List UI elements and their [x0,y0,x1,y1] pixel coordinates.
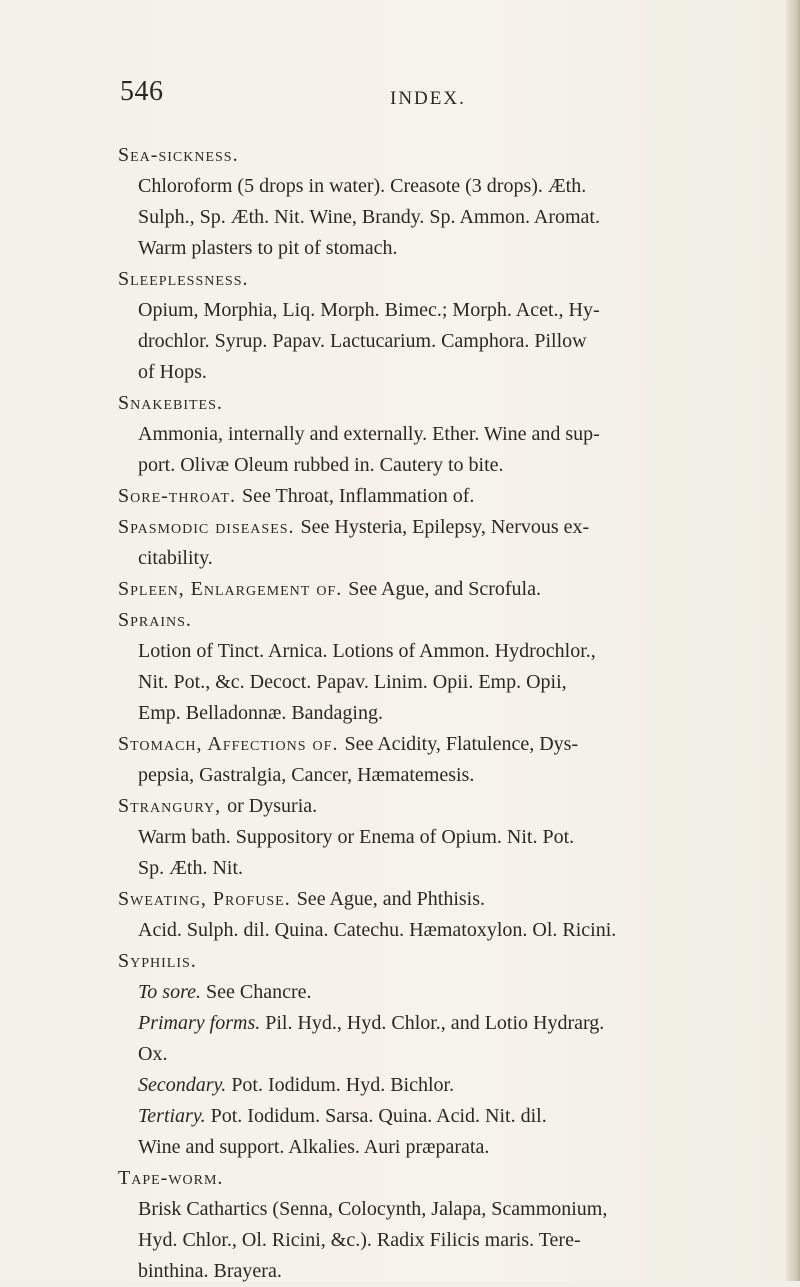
entry-see-reference: See Ague, and Phthisis. [296,888,486,910]
entry-subline [118,1132,778,1163]
page-number: 546 [120,76,164,107]
subentry-label: Primary forms. [138,1012,261,1034]
entry-heading: Sleeplessness. [118,268,249,290]
subentry-label: Secondary. [138,1074,227,1096]
index-entry [118,1163,778,1287]
entry-subline [118,1039,778,1070]
entry-heading [118,574,778,605]
entry-line: Ammonia, internally and externally. Ether. Wine and sup- [138,423,600,445]
entry-heading [118,481,778,512]
entry-line: Emp. Belladonnæ. Bandaging. [138,702,383,724]
entry-heading-text: Spasmodic diseases. [118,516,295,538]
subentry-text: Pil. Hyd., Hyd. Chlor., and Lotio Hydrarg. [265,1012,605,1034]
entry-line: Nit. Pot., &c. Decoct. Papav. Linim. Opii. Emp. Opii, [138,671,567,693]
entry-line: Hyd. Chlor., Ol. Ricini, &c.). Radix Filicis maris. Tere- [138,1229,581,1251]
index-entry [118,264,778,388]
entry-line: pepsia, Gastralgia, Cancer, Hæmatemesis. [138,764,475,786]
entry-line: Sp. Æth. Nit. [138,857,244,879]
entry-heading: Sea-sickness. [118,144,239,166]
entry-heading: Tape-worm. [118,1167,224,1189]
index-entry [118,791,778,884]
entry-line: Acid. Sulph. dil. Quina. Catechu. Hæmatoxylon. Ol. Ricini. [138,919,617,941]
index-entry [118,512,778,574]
entry-line: Opium, Morphia, Liq. Morph. Bimec.; Morph. Acet., Hy- [138,299,600,321]
entry-heading-text: Spleen, Enlargement of. [118,578,343,600]
index-entry [118,388,778,481]
entry-heading-text: Stomach, Affections of. [118,733,339,755]
subentry-text: See Chancre. [206,981,312,1003]
entry-line: drochlor. Syrup. Papav. Lactucarium. Camphora. Pillow [138,330,587,352]
entry-see-reference: See Throat, Inflammation of. [242,485,475,507]
index-entries [118,140,778,1287]
entry-heading [118,884,778,915]
entry-line: Warm plasters to pit of stomach. [138,237,398,259]
entry-line: Chloroform (5 drops in water). Creasote (3 drops). Æth. [138,175,587,197]
entry-subline [118,1101,778,1132]
entry-heading [118,512,778,543]
subentry-text: Ox. [138,1043,168,1065]
entry-see-reference: See Acidity, Flatulence, Dys- [344,733,579,755]
entry-line: Brisk Cathartics (Senna, Colocynth, Jalapa, Scammonium, [138,1198,608,1220]
entry-see-reference: or Dysuria. [227,795,318,817]
index-entry [118,946,778,1163]
entry-heading [118,791,778,822]
entry-heading [118,729,778,760]
subentry-label: Tertiary. [138,1105,206,1127]
entry-heading-text: Sweating, Profuse. [118,888,291,910]
entry-line: of Hops. [138,361,207,383]
index-entry [118,140,778,264]
entry-line: binthina. Brayera. [138,1260,282,1282]
entry-heading-text: Sore-throat. [118,485,237,507]
entry-see-reference: See Ague, and Scrofula. [348,578,541,600]
entry-line: port. Olivæ Oleum rubbed in. Cautery to bite. [138,454,504,476]
index-entry [118,729,778,791]
entry-heading: Sprains. [118,609,192,631]
entry-line: Warm bath. Suppository or Enema of Opium. Nit. Pot. [138,826,575,848]
running-head: INDEX. [390,88,466,109]
index-entry [118,481,778,512]
subentry-text: Wine and support. Alkalies. Auri præparata. [138,1136,490,1158]
entry-subline [118,1008,778,1039]
subentry-text: Pot. Iodidum. Hyd. Bichlor. [231,1074,455,1096]
entry-heading-text: Strangury, [118,795,222,817]
page-spine-edge [786,0,800,1281]
entry-subline [118,1070,778,1101]
entry-see-reference: See Hysteria, Epilepsy, Nervous ex- [300,516,590,538]
entry-heading: Snakebites. [118,392,223,414]
index-entry [118,574,778,605]
entry-line: Sulph., Sp. Æth. Nit. Wine, Brandy. Sp. Ammon. Aromat. [138,206,600,228]
entry-subline [118,977,778,1008]
subentry-text: Pot. Iodidum. Sarsa. Quina. Acid. Nit. dil. [210,1105,547,1127]
entry-line: citability. [138,547,213,569]
entry-line: Lotion of Tinct. Arnica. Lotions of Ammon. Hydrochlor., [138,640,596,662]
index-entry [118,605,778,729]
index-entry [118,884,778,946]
entry-heading: Syphilis. [118,950,197,972]
subentry-label: To sore. [138,981,201,1003]
